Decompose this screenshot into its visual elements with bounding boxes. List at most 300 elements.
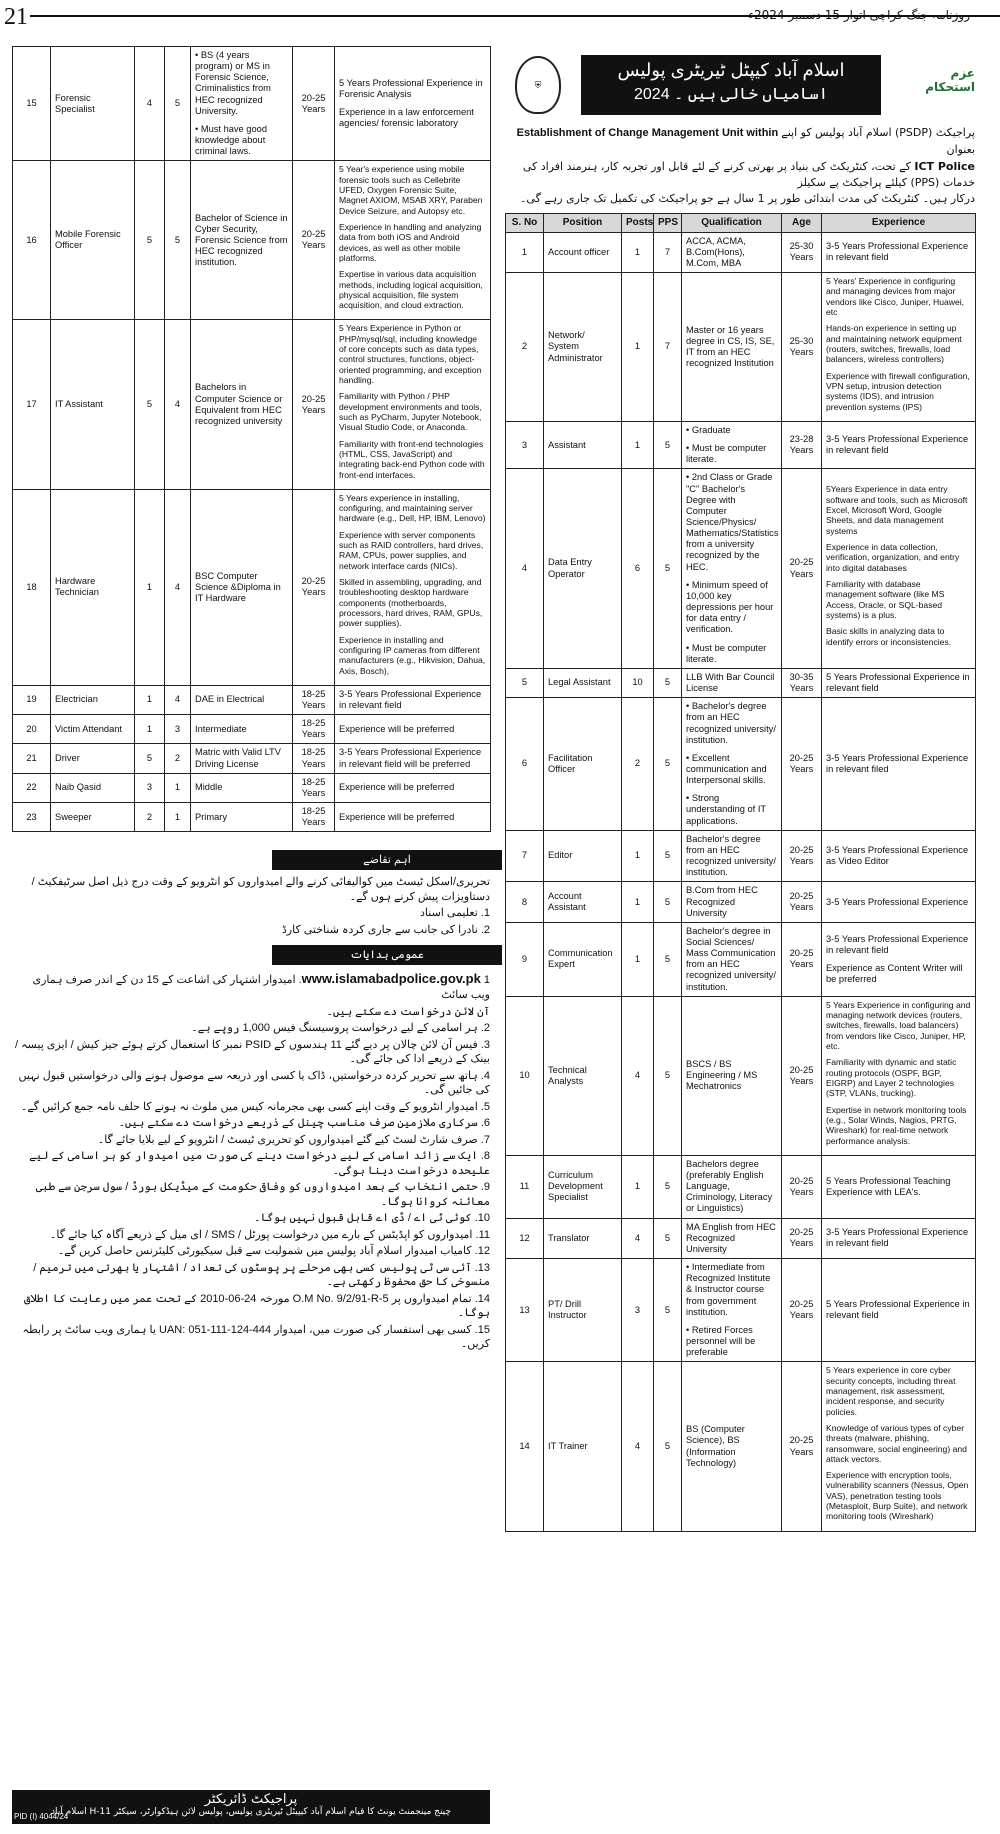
posts-cell: 2: [135, 803, 165, 832]
position-cell: Naib Qasid: [51, 773, 135, 802]
table-row: [506, 421, 976, 468]
age-cell: 20-25 Years: [782, 698, 822, 831]
general-item: 12. کامیاب امیدوار اسلام آباد پولیس میں شمولیت سے قبل سیکیورٹی کلیئرنس حاصل کریں گے۔: [57, 1245, 490, 1258]
position-cell: Translator: [544, 1218, 622, 1258]
experience-cell: [335, 744, 491, 773]
important-intro: تحریری/اسکل ٹیسٹ میں کوالیفائی کرنے والے امیدواروں کو انٹرویو کے وقت درج ذیل اصل سرٹیفکیٹ / دستاویزات پیش کرنے ہوں گے۔: [31, 876, 490, 903]
general-item: 4. ہاتھ سے تحریر کردہ درخواستیں، ڈاک یا کسی اور ذریعہ سے موصول ہونے والی درخواستیں قبول نہیں کی جائیں گی۔: [18, 1069, 490, 1097]
s-no-cell: 9: [506, 922, 544, 996]
posts-cell: 1: [622, 922, 654, 996]
experience-text: 5 Years experience in core cyber security concepts, including threat management, risk assessment, incident response, and security policies.: [826, 1365, 956, 1417]
qualification-text: Master or 16 years degree in CS, IS, SE, IT from an HEC recognized Institution: [686, 324, 775, 369]
posts-cell: 5: [135, 320, 165, 489]
qualification-text: BSC Computer Science &Diploma in IT Hardware: [195, 570, 281, 603]
experience-cell: [822, 1155, 976, 1218]
experience-text: Experience in a law enforcement agencies/ forensic laboratory: [339, 107, 474, 129]
s-no-cell: 13: [506, 1259, 544, 1362]
position-cell: Legal Assistant: [544, 668, 622, 697]
qualification-text: B.Com from HEC Recognized University: [686, 885, 758, 918]
pps-cell: 7: [654, 232, 682, 272]
age-cell: 25-30 Years: [782, 273, 822, 422]
pps-cell: 5: [654, 996, 682, 1155]
position-cell: Account officer: [544, 232, 622, 272]
s-no-cell: 8: [506, 882, 544, 922]
experience-text: 5 Years Professional Teaching Experience with LEA's.: [826, 1175, 951, 1197]
table-row: [506, 1362, 976, 1531]
table-row: [506, 830, 976, 882]
project-address: چینج مینجمنٹ یونٹ کا قیام اسلام آباد کیپیٹل ٹیریٹری پولیس، پولیس لائن ہیڈکوارٹر، سیکٹر H-11 اسلام آباد: [51, 1807, 451, 1817]
qualification-cell: [682, 273, 782, 422]
age-cell: 20-25 Years: [293, 489, 335, 685]
qualification-text: • Graduate: [686, 424, 731, 435]
age-cell: 20-25 Years: [782, 882, 822, 922]
qualification-text: • Intermediate from Recognized Institute & Instructor course from government institution.: [686, 1262, 771, 1317]
s-no-cell: 11: [506, 1155, 544, 1218]
s-no-cell: 4: [506, 469, 544, 669]
pps-cell: 3: [165, 715, 191, 744]
title-main: اسلام آباد کیپٹل ٹیریٹری پولیس: [617, 60, 845, 80]
important-item: 2. نادرا کی جانب سے جاری کردہ شناختی کارڈ: [281, 923, 490, 936]
qualification-text: • Strong understanding of IT applications.: [686, 793, 766, 826]
experience-text: Basic skills in analyzing data to identify errors or inconsistencies.: [826, 626, 952, 647]
posts-cell: 3: [135, 773, 165, 802]
experience-cell: [335, 161, 491, 320]
experience-text: 5 Years Experience in Python or PHP/mysql/sql, including knowledge of core concepts such as data types, control structures, functions, object-oriented programming, and exception handling.: [339, 323, 482, 386]
posts-cell: 1: [622, 882, 654, 922]
qualification-cell: [191, 803, 293, 832]
posts-cell: 6: [622, 469, 654, 669]
notes-section: [12, 850, 490, 1351]
general-item: 6. سرکاری ملازمین صرف مناسب چینل کے ذریعے درخواست دے سکتے ہیں۔: [118, 1117, 490, 1130]
ict-police-label: ICT Police: [914, 159, 975, 173]
qualification-cell: [191, 489, 293, 685]
intro-line-2: کے تحت، کنٹریکٹ کی بنیاد پر بھرتی کرنے کے لئے قابل اور تجربہ کار، ہنرمند افراد کی خدمات (PPS) کیلئے پراجیکٹ پے سکیلز: [522, 159, 975, 189]
position-cell: Mobile Forensic Officer: [51, 161, 135, 320]
qualification-text: Matric with Valid LTV Driving License: [195, 747, 281, 769]
qualification-text: Bachelors degree (preferably English Language, Criminology, Literacy or Linguistics): [686, 1158, 773, 1214]
experience-cell: [335, 489, 491, 685]
general-instructions-list: [12, 970, 490, 1351]
experience-cell: [335, 47, 491, 161]
s-no-cell: 3: [506, 421, 544, 468]
qualification-cell: [682, 996, 782, 1155]
qualification-text: BSCS / BS Engineering / MS Mechatronics: [686, 1059, 758, 1092]
qualification-cell: [682, 421, 782, 468]
qualification-cell: [682, 882, 782, 922]
qualification-cell: [682, 1218, 782, 1258]
general-item: 7. صرف شارٹ لسٹ کیے گئے امیدواروں کو تحریری ٹیسٹ / انٹرویو کے لیے بلایا جائے گا۔: [97, 1133, 490, 1146]
position-cell: Driver: [51, 744, 135, 773]
table-row: [506, 1155, 976, 1218]
pps-cell: 5: [654, 830, 682, 882]
experience-cell: [822, 830, 976, 882]
qualification-text: • Excellent communication and Interpersonal skills.: [686, 752, 767, 786]
pps-cell: 5: [654, 922, 682, 996]
experience-text: 3-5 Years Professional Experience in relevant field: [826, 241, 969, 263]
qualification-text: BS (Computer Science), BS (Information Technology): [686, 1424, 745, 1468]
posts-cell: 10: [622, 668, 654, 697]
age-cell: 20-25 Years: [782, 996, 822, 1155]
general-item: آن لائن درخواست دے سکتے ہیں۔: [326, 1005, 490, 1018]
s-no-cell: 15: [13, 47, 51, 161]
experience-cell: [822, 1218, 976, 1258]
experience-text: Familiarity with dynamic and static routing protocols (OSPF, BGP, EIGRP) and Layer 2 technologies (STP, VLANs, trucking).: [826, 1057, 957, 1099]
experience-cell: [335, 320, 491, 489]
experience-cell: [335, 773, 491, 802]
pps-cell: 2: [165, 744, 191, 773]
experience-text: Expertise in network monitoring tools (e.g., Solar Winds, Nagios, PRTG, Wireshark) for real-time network performance analysis.: [826, 1104, 967, 1146]
experience-text: Experience will be preferred: [339, 811, 455, 822]
experience-text: Experience with firewall configuration, VPN setup, intrusion detection systems (IDS), and intrusion prevention systems (IPS): [826, 370, 970, 412]
s-no-cell: 12: [506, 1218, 544, 1258]
table-row: [13, 489, 491, 685]
age-cell: 18-25 Years: [293, 803, 335, 832]
s-no-cell: 14: [506, 1362, 544, 1531]
qualification-text: • Bachelor's degree from an HEC recognized university/ institution.: [686, 701, 776, 745]
qualification-cell: [682, 830, 782, 882]
s-no-cell: 16: [13, 161, 51, 320]
posts-cell: 1: [622, 273, 654, 422]
important-requirements-heading: اہم تقاضے: [272, 850, 502, 870]
table-row: [506, 882, 976, 922]
intro-line-1: اسلام آباد پولیس کو اپنے (PSDP) پراجیکٹ بعنوان: [781, 126, 975, 156]
general-item: 1. امیدوار اشتہار کی اشاعت کے 15 دن کے اندر صرف ہماری ویب سائٹ: [32, 974, 490, 1001]
experience-cell: [822, 1259, 976, 1362]
qualification-text: Bachelors in Computer Science or Equivalent from HEC recognized university: [195, 382, 283, 426]
experience-text: 3-5 Years Professional Experience in relevant field: [339, 688, 482, 710]
experience-cell: [335, 685, 491, 714]
experience-cell: [822, 1362, 976, 1531]
experience-text: 5Years Experience in data entry software and tools, such as Microsoft Excel, Microsoft Word, Google Sheets, and data management systems: [826, 484, 968, 536]
right-vacancy-table: [505, 213, 976, 1532]
posts-cell: 1: [135, 685, 165, 714]
experience-text: 3-5 Years Professional Experience: [826, 896, 969, 907]
age-cell: 20-25 Years: [293, 161, 335, 320]
experience-text: 5 Years Experience in configuring and managing network devices (routers, switches, firewalls, load balancers) from vendors like Cisco, Juniper, HP, etc.: [826, 999, 971, 1052]
qualification-text: Primary: [195, 811, 228, 822]
table-row: [506, 1259, 976, 1362]
table-row: [13, 744, 491, 773]
pps-cell: 5: [654, 469, 682, 669]
experience-text: 5 Years Professional Experience in relevant field: [826, 671, 970, 694]
general-item: 3. فیس آن لائن چالان پر دیے گئے 11 ہندسوں کے PSID نمبر کا استعمال کرتے ہوئے جیز کیش / ایزی پیسہ / بینک کے ذریعے ادا کی جائے گی۔: [15, 1038, 490, 1066]
pps-cell: 4: [165, 489, 191, 685]
experience-text: Hands-on experience in setting up and maintaining network equipment (routers, switches, firewalls, load balancers, wireless controllers): [826, 323, 962, 365]
general-item: 15. کسی بھی استفسار کی صورت میں، امیدوار UAN: 051-111-124-444 یا ہماری ویب سائٹ پر رابطہ کریں۔: [22, 1323, 490, 1351]
qualification-text: • Must be computer literate.: [686, 443, 767, 465]
experience-text: Experience in installing and configuring IP cameras from different manufacturers (e.g., Hikvision, Dahua, Axis, Bosch),: [339, 634, 486, 676]
age-cell: 20-25 Years: [782, 922, 822, 996]
experience-text: 5 Years' Experience in configuring and managing devices from major vendors like Cisco, Juniper, Huawei, etc: [826, 276, 965, 318]
position-cell: Assistant: [544, 421, 622, 468]
table-row: [506, 232, 976, 272]
experience-cell: [335, 715, 491, 744]
s-no-cell: 21: [13, 744, 51, 773]
left-vacancy-column: [12, 46, 490, 1354]
general-item: 8. ایک سے زائد اسامی کے لیے درخواست دینے کی صورت میں امیدوار کو ہر اسامی کے لیے علیحدہ درخواست دینا ہوگی۔: [29, 1150, 490, 1177]
age-cell: 20-25 Years: [782, 1155, 822, 1218]
age-cell: 30-35 Years: [782, 668, 822, 697]
experience-text: 3-5 Years Professional Experience in relevant field: [826, 1227, 969, 1249]
table-row: [506, 1218, 976, 1258]
qualification-cell: [191, 161, 293, 320]
pps-cell: 5: [654, 668, 682, 697]
posts-cell: 3: [622, 1259, 654, 1362]
posts-cell: 1: [622, 232, 654, 272]
table-row: [506, 922, 976, 996]
posts-cell: 1: [622, 830, 654, 882]
header-position: Position: [544, 213, 622, 232]
website-link[interactable]: www.islamabadpolice.gov.pk: [301, 971, 481, 987]
experience-text: Familiarity with database management software (like MS Access, Oracle, or SQL-based systems) is a plus.: [826, 578, 945, 620]
position-cell: Curriculum Development Specialist: [544, 1155, 622, 1218]
position-cell: Forensic Specialist: [51, 47, 135, 161]
experience-text: Experience with encryption tools, vulnerability scanners (Nessus, Open VAS), penetration testing tools (Metasploit, Burp Suite), and network monitoring tools (Wireshark): [826, 1470, 969, 1522]
qualification-text: • Must have good knowledge about criminal laws.: [195, 123, 267, 157]
experience-text: Expertise in various data acquisition methods, including logical acquisition, physical acquisition, file system acquisition, and cloud extraction.: [339, 269, 483, 311]
qualification-text: MA English from HEC Recognized University: [686, 1221, 776, 1254]
posts-cell: 4: [622, 1218, 654, 1258]
left-table-body: [13, 47, 491, 832]
experience-cell: [822, 469, 976, 669]
experience-cell: [822, 882, 976, 922]
table-row: [506, 996, 976, 1155]
pps-cell: 4: [165, 320, 191, 489]
experience-text: Experience will be preferred: [339, 782, 455, 793]
s-no-cell: 7: [506, 830, 544, 882]
age-cell: 18-25 Years: [293, 773, 335, 802]
position-cell: PT/ Drill Instructor: [544, 1259, 622, 1362]
posts-cell: 1: [135, 489, 165, 685]
qualification-text: ACCA, ACMA, B.Com(Hons), M.Com, MBA: [686, 235, 746, 268]
qualification-cell: [682, 469, 782, 669]
header-qualification: Qualification: [682, 213, 782, 232]
pps-cell: 4: [165, 685, 191, 714]
s-no-cell: 5: [506, 668, 544, 697]
pps-cell: 5: [654, 1362, 682, 1531]
header-pps: PPS: [654, 213, 682, 232]
table-row: [506, 668, 976, 697]
experience-text: 3-5 Years Professional Experience in relevant filed: [826, 752, 969, 774]
qualification-cell: [682, 1155, 782, 1218]
table-row: [13, 161, 491, 320]
experience-text: Experience will be preferred: [339, 723, 455, 734]
urdu-title-box: [581, 55, 881, 115]
general-item: 5. امیدوار انٹرویو کے وقت اپنے کسی بھی مجرمانہ کیس میں ملوث نہ ہونے کا حلف نامہ جمع کرائیں گے۔: [20, 1100, 490, 1113]
experience-cell: [822, 273, 976, 422]
advertisement-banner: [505, 46, 975, 124]
posts-cell: 4: [622, 996, 654, 1155]
s-no-cell: 17: [13, 320, 51, 489]
s-no-cell: 22: [13, 773, 51, 802]
s-no-cell: 18: [13, 489, 51, 685]
age-cell: 18-25 Years: [293, 744, 335, 773]
qualification-cell: [191, 320, 293, 489]
experience-text: Familiarity with Python / PHP development environments and tools, such as PyCharm, Jupyter Notebook, Visual Studio Code, or Anaconda.: [339, 391, 482, 433]
pps-cell: 5: [654, 882, 682, 922]
qualification-cell: [682, 1259, 782, 1362]
police-emblem-icon: ⛨: [515, 56, 561, 114]
pps-cell: 1: [165, 773, 191, 802]
azm-istehkam-logo: عزم استحکام: [925, 66, 975, 94]
age-cell: 23-28 Years: [782, 421, 822, 468]
experience-cell: [335, 803, 491, 832]
qualification-text: LLB With Bar Council License: [686, 671, 775, 694]
experience-cell: [822, 668, 976, 697]
title-sub: اسامیاں خالی ہیں ۔ 2024: [634, 86, 828, 103]
pps-cell: 5: [165, 47, 191, 161]
posts-cell: 1: [135, 715, 165, 744]
qualification-text: • Must be computer literate.: [686, 642, 767, 664]
table-row: [13, 320, 491, 489]
s-no-cell: 1: [506, 232, 544, 272]
qualification-cell: [682, 922, 782, 996]
age-cell: 20-25 Years: [782, 1259, 822, 1362]
s-no-cell: 20: [13, 715, 51, 744]
experience-text: Skilled in assembling, upgrading, and troubleshooting desktop hardware components (motherboards, processors, hard drives, RAM, GPUs, power supplies).: [339, 577, 483, 629]
pps-cell: 5: [654, 421, 682, 468]
important-item: 1. تعلیمی اسناد: [420, 907, 490, 920]
qualification-cell: [682, 1362, 782, 1531]
table-row: [506, 273, 976, 422]
qualification-text: Bachelor's degree from an HEC recognized university/ institution.: [686, 833, 776, 878]
age-cell: 18-25 Years: [293, 685, 335, 714]
experience-text: 3-5 Years Professional Experience in relevant field: [826, 433, 969, 456]
qualification-text: • Retired Forces personnel will be preferable: [686, 1324, 756, 1358]
experience-text: 5 Years Professional Experience in Forensic Analysis: [339, 77, 483, 100]
qualification-text: • BS (4 years program) or MS in Forensic Science, Criminalistics from HEC recognized University.: [195, 50, 271, 116]
right-vacancy-column: [505, 46, 975, 1532]
experience-text: 3-5 Years Professional Experience as Video Editor: [826, 844, 969, 867]
posts-cell: 1: [622, 1155, 654, 1218]
intro-text: [505, 125, 975, 207]
pps-cell: 5: [654, 1218, 682, 1258]
qualification-text: • Minimum speed of 10,000 key depressions per hour for data entry / verification.: [686, 579, 774, 635]
s-no-cell: 10: [506, 996, 544, 1155]
position-cell: IT Assistant: [51, 320, 135, 489]
qualification-cell: [191, 47, 293, 161]
experience-text: 5 Years experience in installing, configuring, and maintaining server hardware (e.g., Dell, HP, IBM, Lenovo): [339, 492, 486, 524]
experience-text: Knowledge of various types of cyber threats (malware, phishing, ransomware, social engineering) and attack vectors.: [826, 1422, 967, 1464]
position-cell: Account Assistant: [544, 882, 622, 922]
experience-text: Experience in data collection, verification, organization, and entry into digital databases: [826, 542, 960, 573]
pps-cell: 1: [165, 803, 191, 832]
qualification-cell: [682, 668, 782, 697]
age-cell: 20-25 Years: [293, 320, 335, 489]
experience-cell: [822, 232, 976, 272]
qualification-cell: [191, 773, 293, 802]
pps-cell: 5: [654, 698, 682, 831]
position-cell: Network/ System Administrator: [544, 273, 622, 422]
age-cell: 20-25 Years: [782, 469, 822, 669]
general-instructions-heading: عمومی ہدایات: [272, 945, 502, 965]
right-table-body: [506, 232, 976, 1531]
table-row: [506, 469, 976, 669]
posts-cell: 1: [622, 421, 654, 468]
table-row: [13, 47, 491, 161]
age-cell: 18-25 Years: [293, 715, 335, 744]
position-cell: Electrician: [51, 685, 135, 714]
project-director-title: پراجیکٹ ڈائریکٹر: [204, 1792, 298, 1807]
general-item: 14. تمام امیدواروں پر O.M No. 9/2/91-R-5 مورخہ 24-06-2010 کے تحت عمر میں رعایت کا اطلاق ہوگا۔: [23, 1292, 490, 1320]
posts-cell: 5: [135, 161, 165, 320]
posts-cell: 4: [622, 1362, 654, 1531]
qualification-cell: [191, 685, 293, 714]
qualification-cell: [682, 698, 782, 831]
position-cell: Sweeper: [51, 803, 135, 832]
important-requirements-list: [12, 875, 490, 937]
qualification-cell: [191, 744, 293, 773]
general-item: 13. آئی سی ٹی پولیس کسی بھی مرحلے پر پوسٹوں کی تعداد / اشتہار یا بھرتی میں ترمیم / منسوخی کا حق محفوظ رکھتی ہے۔: [33, 1261, 490, 1289]
qualification-text: Middle: [195, 782, 223, 793]
position-cell: IT Trainer: [544, 1362, 622, 1531]
experience-text: 3-5 Years Professional Experience in relevant field will be preferred: [339, 747, 482, 769]
age-cell: 20-25 Years: [782, 830, 822, 882]
english-project-heading: Establishment of Change Management Unit within: [516, 127, 779, 139]
position-cell: Victim Attendant: [51, 715, 135, 744]
newspaper-date: روزنامہ جنگ کراچی اتوار 15 دسمبر 2024ء: [748, 8, 970, 22]
pps-cell: 5: [654, 1259, 682, 1362]
experience-text: Familiarity with front-end technologies (HTML, CSS, JavaScript) and integrating back-end Python code with front-end interfaces.: [339, 438, 485, 480]
posts-cell: 4: [135, 47, 165, 161]
table-row: [13, 715, 491, 744]
pps-cell: 5: [165, 161, 191, 320]
intro-line-3: درکار ہیں۔ کنٹریکٹ کی مدت ابتدائی طور پر 1 سال ہے جو پراجیکٹ کی تکمیل تک جاری رہے گی۔: [519, 191, 975, 205]
position-cell: Hardware Technician: [51, 489, 135, 685]
table-row: [13, 685, 491, 714]
experience-cell: [822, 698, 976, 831]
experience-text: Experience in handling and analyzing data from both iOS and Android devices, as well as other mobile platforms.: [339, 221, 482, 263]
general-item: 9. حتمی انتخاب کے بعد امیدواروں کو وفاقی حکومت کے میڈیکل بورڈ / سول سرجن سے طبی معائنہ کروانا ہوگا۔: [35, 1181, 490, 1208]
table-row: [13, 803, 491, 832]
position-cell: Technical Analysts: [544, 996, 622, 1155]
position-cell: Editor: [544, 830, 622, 882]
qualification-cell: [682, 232, 782, 272]
experience-cell: [822, 922, 976, 996]
general-item: 10. کوئی ٹی اے / ڈی اے قابل قبول نہیں ہوگا۔: [254, 1212, 490, 1225]
pid-code: PID (I) 4044/24: [14, 1812, 69, 1821]
experience-text: Experience with server components such as RAID controllers, hard drives, RAM, CPUs, power supplies, and network interface cards (NICs).: [339, 529, 484, 571]
header-s-no: S. No: [506, 213, 544, 232]
table-row: [506, 698, 976, 831]
left-vacancy-table: [12, 46, 491, 832]
experience-cell: [822, 996, 976, 1155]
experience-text: Experience as Content Writer will be preferred: [826, 962, 963, 984]
s-no-cell: 23: [13, 803, 51, 832]
posts-cell: 5: [135, 744, 165, 773]
header-posts: Posts: [622, 213, 654, 232]
experience-text: 5 Years Professional Experience in relevant field: [826, 1299, 970, 1321]
experience-text: 5 Year's experience using mobile forensic tools such as Cellebrite UFED, Oxygen Forensic Suite, Magnet AXIOM, MSAB XRY, Paraben Device Seizure, and Autopsy etc.: [339, 164, 483, 216]
posts-cell: 2: [622, 698, 654, 831]
qualification-text: Intermediate: [195, 723, 247, 734]
position-cell: Communication Expert: [544, 922, 622, 996]
s-no-cell: 2: [506, 273, 544, 422]
age-cell: 20-25 Years: [782, 1218, 822, 1258]
position-cell: Facilitation Officer: [544, 698, 622, 831]
s-no-cell: 6: [506, 698, 544, 831]
header-experience: Experience: [822, 213, 976, 232]
qualification-text: Bachelor's degree in Social Sciences/ Mass Communication from an HEC recognized university/ institution.: [686, 925, 776, 992]
table-row: [13, 773, 491, 802]
project-director-footer: [12, 1790, 490, 1824]
s-no-cell: 19: [13, 685, 51, 714]
pps-cell: 5: [654, 1155, 682, 1218]
qualification-text: Bachelor of Science in Cyber Security, Forensic Science from HEC recognized institution.: [195, 212, 288, 268]
age-cell: 20-25 Years: [782, 1362, 822, 1531]
age-cell: 20-25 Years: [293, 47, 335, 161]
experience-text: 3-5 Years Professional Experience in relevant field: [826, 933, 969, 955]
